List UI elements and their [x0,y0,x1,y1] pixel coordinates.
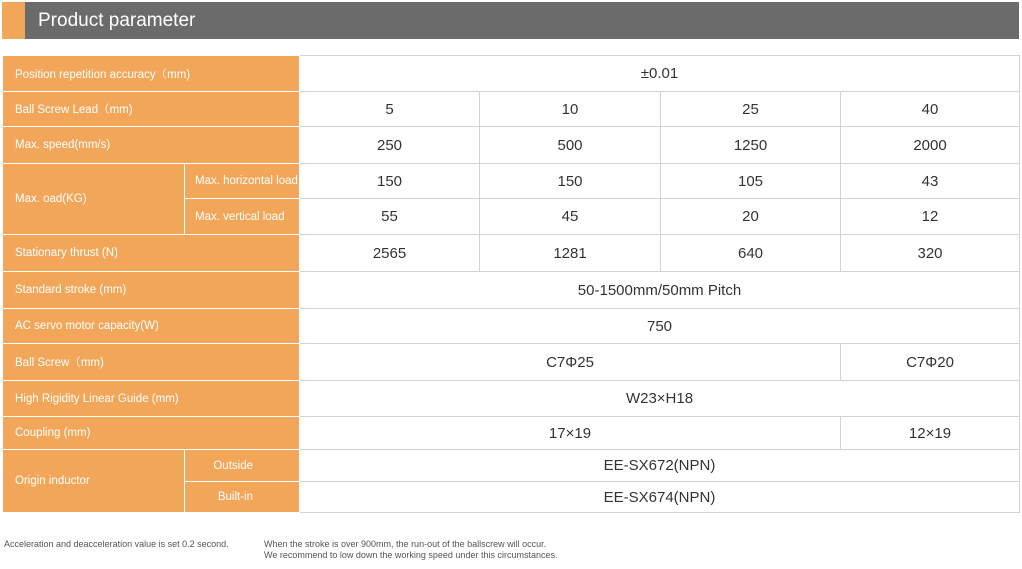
label-origin-builtin: Built-in [185,482,300,513]
value-lead-2: 10 [480,92,661,127]
row-load-horizontal [3,164,1020,199]
value-stroke: 50-1500mm/50mm Pitch [300,272,1020,309]
value-vload-3: 20 [661,199,841,235]
label-lead: Ball Screw Lead（mm) [3,92,300,127]
row-origin-outside [3,450,1020,482]
value-vload-4: 12 [841,199,1020,235]
label-thrust: Stationary thrust (N) [3,235,300,272]
footnote-recommend-line: We recommend to low down the working speed under this circumstances. [264,550,558,560]
section-header [2,2,1019,39]
value-hload-2: 150 [480,164,661,199]
label-origin-outside: Outside [185,450,300,482]
value-hload-3: 105 [661,164,841,199]
row-thrust [3,235,1020,272]
label-load-horizontal: Max. horizontal load [185,164,300,199]
footnote-stroke [264,539,557,561]
value-screw-2: C7Φ20 [841,344,1020,381]
value-vload-2: 45 [480,199,661,235]
value-screw-1: C7Φ25 [300,344,841,381]
label-speed: Max. speed(mm/s) [3,127,300,164]
row-stroke [3,272,1020,309]
value-origin-outside: EE-SX672(NPN) [300,450,1020,482]
label-load: Max. oad(KG) [3,164,185,235]
footnote-acceleration: Acceleration and deacceleration value is set 0.2 second. [4,539,229,549]
label-coupling: Coupling (mm) [3,417,300,450]
row-accuracy [3,56,1020,92]
value-lead-1: 5 [300,92,480,127]
page-title: Product parameter [38,10,196,31]
row-screw [3,344,1020,381]
row-speed [3,127,1020,164]
row-coupling [3,417,1020,450]
header-accent [2,2,25,39]
row-motor [3,309,1020,344]
value-vload-1: 55 [300,199,480,235]
value-thrust-4: 320 [841,235,1020,272]
label-load-vertical: Max. vertical load [185,199,300,235]
row-guide [3,381,1020,417]
label-stroke: Standard stroke (mm) [3,272,300,309]
value-hload-1: 150 [300,164,480,199]
label-accuracy: Position repetition accuracy（mm) [3,56,300,92]
value-coupling-1: 17×19 [300,417,841,450]
value-speed-3: 1250 [661,127,841,164]
value-origin-builtin: EE-SX674(NPN) [300,482,1020,513]
row-lead [3,92,1020,127]
value-motor: 750 [300,309,1020,344]
value-speed-2: 500 [480,127,661,164]
value-thrust-3: 640 [661,235,841,272]
label-guide: High Rigidity Linear Guide (mm) [3,381,300,417]
value-accuracy: ±0.01 [300,56,1020,92]
parameter-table [2,55,1020,513]
value-thrust-2: 1281 [480,235,661,272]
value-guide: W23×H18 [300,381,1020,417]
value-coupling-2: 12×19 [841,417,1020,450]
value-hload-4: 43 [841,164,1020,199]
value-speed-4: 2000 [841,127,1020,164]
footnote-stroke-line: When the stroke is over 900mm, the run-out of the ballscrew will occur. [264,539,547,549]
label-motor: AC servo motor capacity(W) [3,309,300,344]
value-lead-4: 40 [841,92,1020,127]
value-lead-3: 25 [661,92,841,127]
label-origin: Origin inductor [3,450,185,513]
value-thrust-1: 2565 [300,235,480,272]
value-speed-1: 250 [300,127,480,164]
label-screw: Ball Screw（mm) [3,344,300,381]
